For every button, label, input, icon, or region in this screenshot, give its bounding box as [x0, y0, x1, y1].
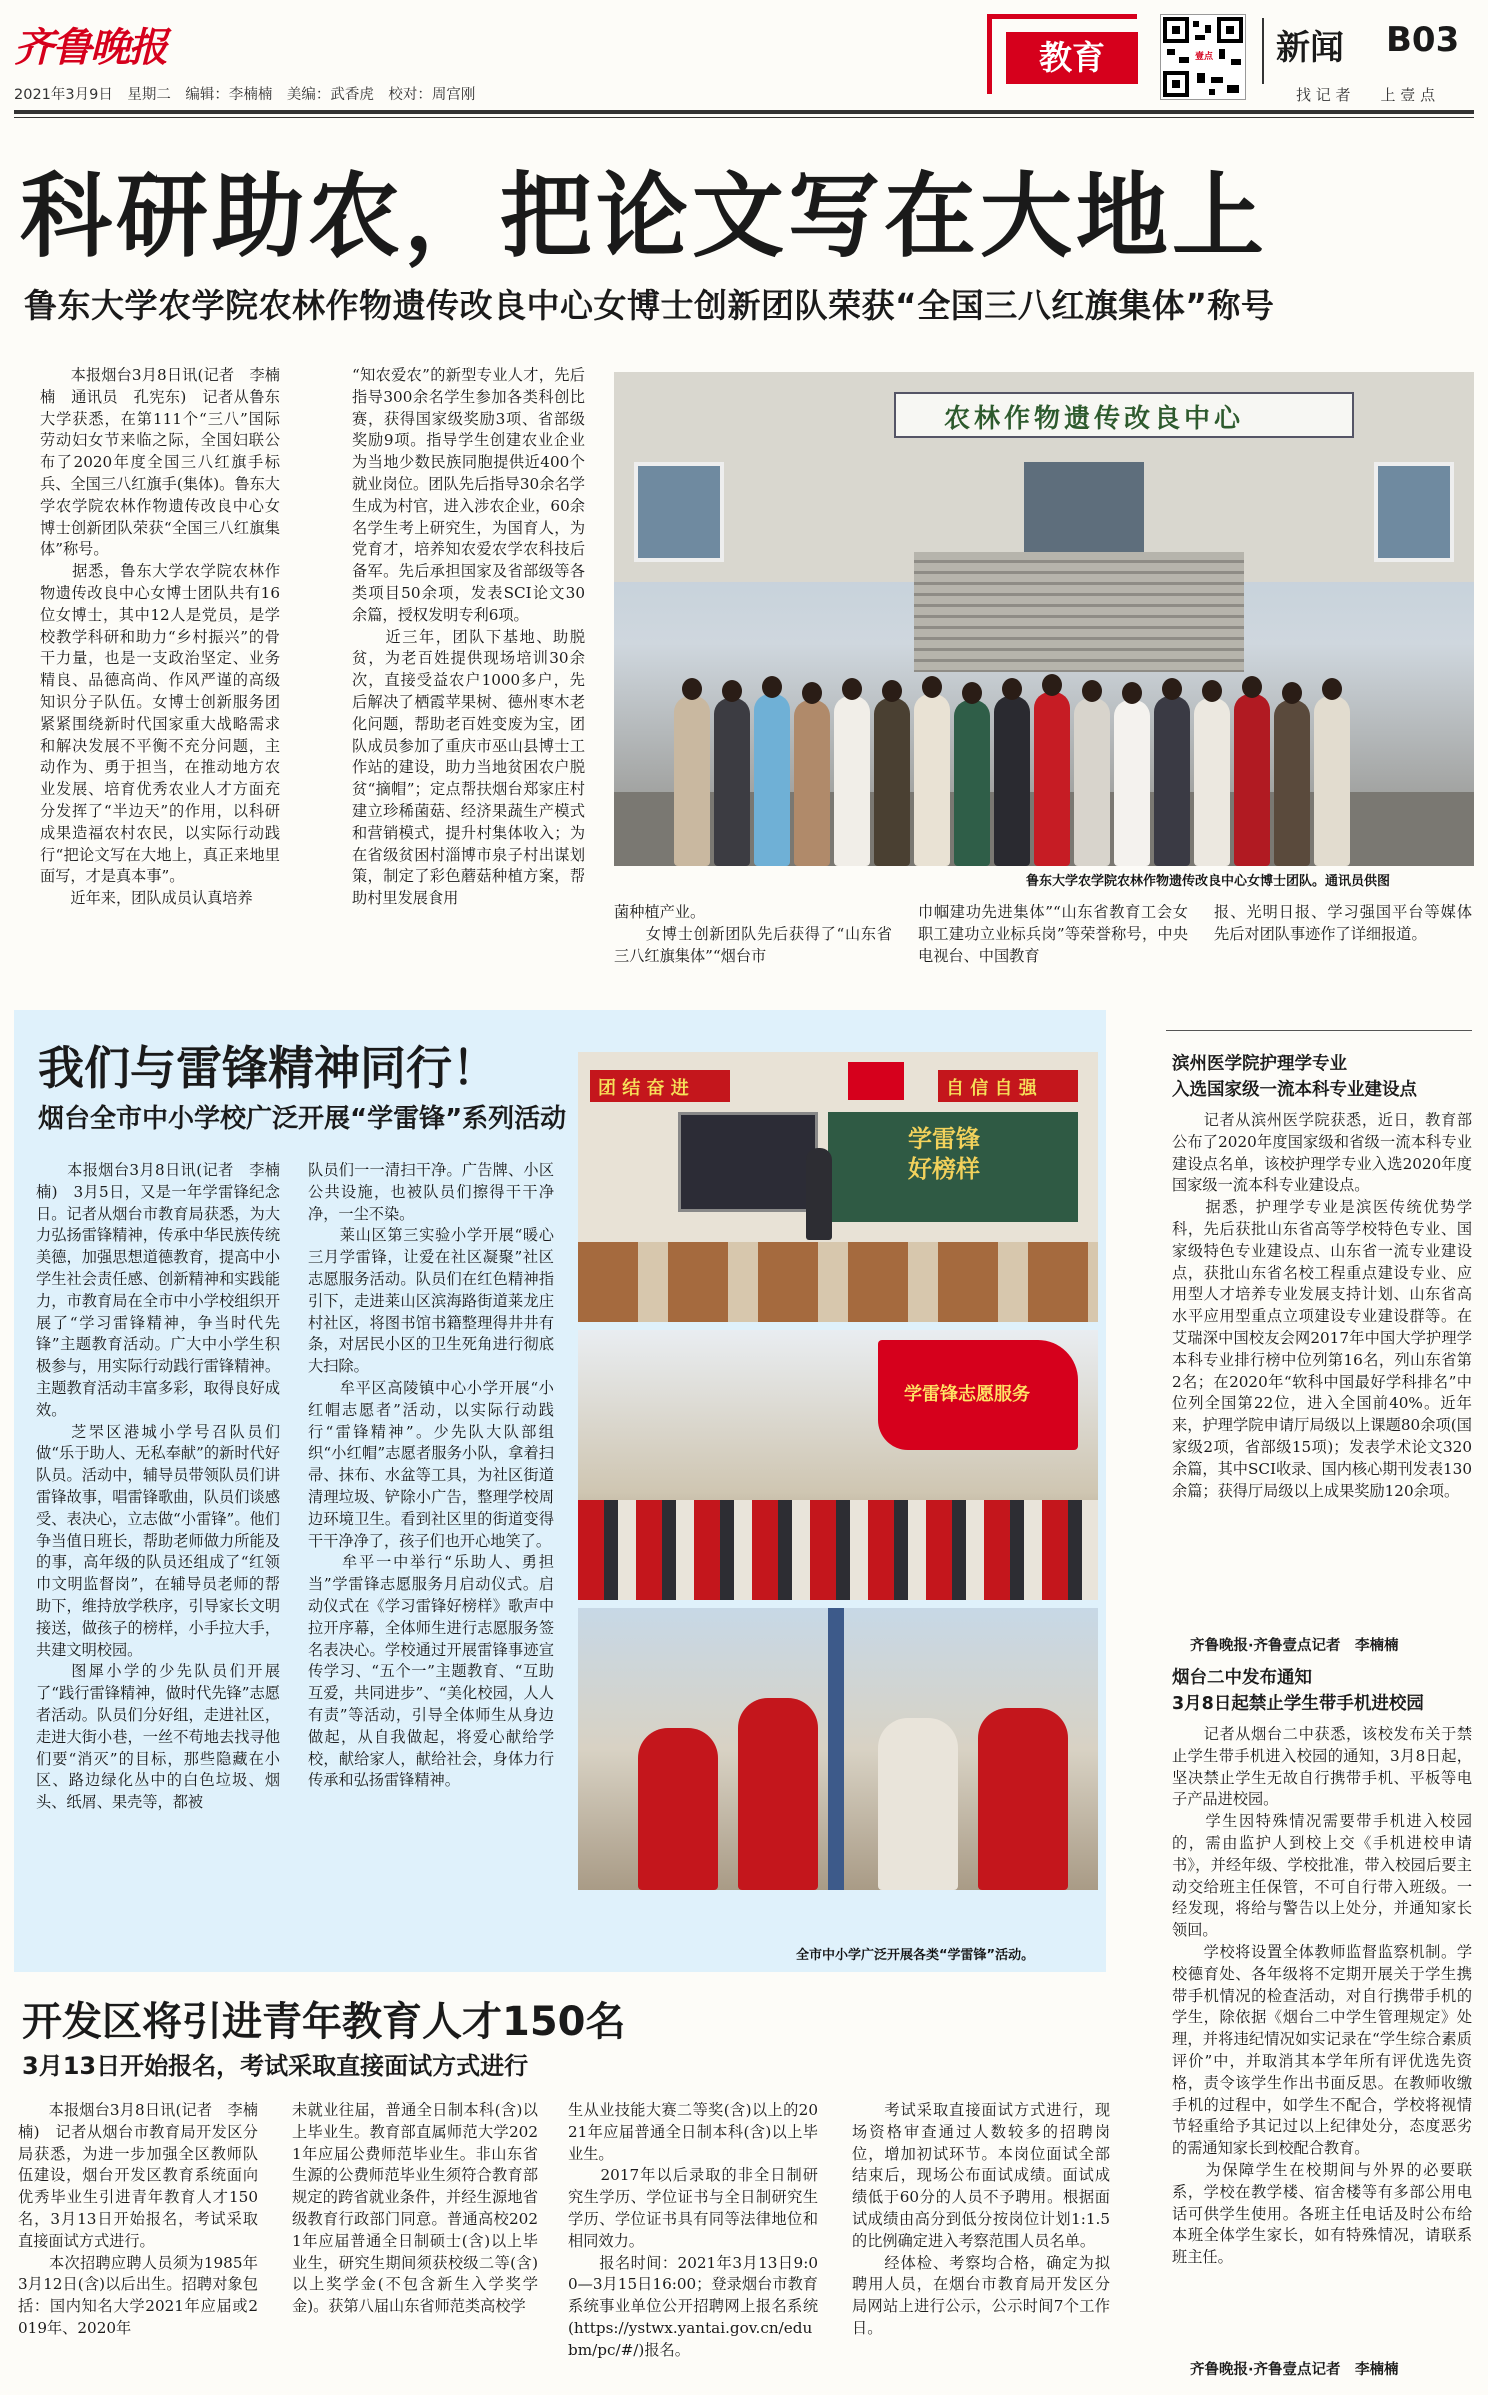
- bottom-column-1: 本报烟台3月8日讯(记者 李楠楠) 记者从烟台市教育局开发区分局获悉，为进一步加强全区教师队伍建设，烟台开发区教育系统面向优秀毕业生引进青年教育人才150名，3月13日开始报名，考试采取直接面试方式进行。 本次招聘应聘人员须为1985年3月12日(含)以后出生。招聘对象包括：国内知名大学2021年应届或2019年、2020年: [18, 2101, 258, 2337]
- bottom-subheadline: 3月13日开始报名，考试采取直接面试方式进行: [22, 2052, 529, 2080]
- masthead-divider: [1262, 18, 1264, 84]
- stairs: [914, 552, 1244, 672]
- student-1: [638, 1728, 718, 1890]
- banner-left-text: 团 结 奋 进: [598, 1078, 689, 1099]
- bottom-column-2: 未就业往届，普通全日制本科(含)以上毕业生。教育部直属师范大学2021年应届公费师范毕业生。非山东省生源的公费师范毕业生须符合教育部规定的跨省就业条件，并经生源地省级教育行政部门同意。普通高校2021年应届普通全日制硕士(含)以上毕业生，研究生期间须获校级二等(含)以上奖学金(不包含新生入学奖学金)。获第八届山东省师范类高校学: [292, 2101, 538, 2316]
- feature-photo-flag: [578, 1330, 1098, 1600]
- lead-photo-caption: 鲁东大学农学院农林作物遗传改良中心女博士团队。通讯员供图: [1026, 874, 1391, 889]
- side-story1-title-1: 滨州医学院护理学专业: [1172, 1054, 1347, 1074]
- feature-column-2: 队员们一一清扫干净。广告牌、小区公共设施，也被队员们擦得干干净净，一尘不染。 莱山区第三实验小学开展“暖心三月学雷锋，让爱在社区凝聚”社区志愿服务活动。队员们在红色精神指引下，走进莱山区滨海路街道莱龙庄村社区，将图书馆书籍整理得井井有条，对居民小区的卫生死角进行彻底大扫除。 牟平区高陵镇中心小学开展“小红帽志愿者”活动，以实际行动践行“雷锋精神”。少先队大队部组织“小红帽”志愿者服务小队，拿着扫帚、抹布、水盆等工具，为社区街道清理垃圾、铲除小广告，整理学校周边环境卫生。看到社区里的街道变得干干净净了，孩子们也开心地笑了。 牟平一中举行“乐助人、勇担当”学雷锋志愿服务月启动仪式。启动仪式在《学习雷锋好榜样》歌声中拉开序幕，全体师生进行志愿服务签名表决心。学校通过开展雷锋事迹宣传学习、“五个一”主题教育、“互助互爱，共同进步”、“美化校园，人人有责”等活动，引导全体师生从身边做起，从自我做起，将爱心献给学校，献给家人，献给社会，身体力行传承和弘扬雷锋精神。: [308, 1161, 554, 1790]
- side-story2-byline: 齐鲁晚报·齐鲁壹点记者 李楠楠: [1190, 2362, 1399, 2378]
- side-story2-body: 记者从烟台二中获悉，该校发布关于禁止学生带手机进入校园的通知，3月8日起，坚决禁止学生无故自行携带手机、平板等电子产品进校园。 学生因特殊情况需要带手机进入校园的，需由监护人到校上交《手机进校申请书》，并经年级、学校批准，带入校园后要主动交给班主任保管，不可自行带入班级。一经发现，将给与警告以上处分，并通知家长领回。 学校将设置全体教师监督监察机制。学校德育处、各年级将不定期开展关于学生携带手机情况的检查活动，对自行携带手机的学生，除依据《烟台二中学生管理规定》处理，并将违纪情况如实记录在“学生综合素质评价”中，并取消其本学年所有评优选先资格，责令该学生作出书面反思。在教师收缴手机的过程中，如学生不配合，学校将视情节轻重给予其记过以上纪律处分，态度恶劣的需通知家长到校配合教育。 为保障学生在校期间与外界的必要联系，学校在教学楼、宿舍楼等有多部公用电话可供学生使用。各班主任电话及时公布给本班全体学生家长，如有特殊情况，请联系班主任。: [1172, 1725, 1472, 2267]
- lead-photo: [614, 372, 1474, 866]
- slogan: 找 记 者 上 壹 点: [1296, 86, 1436, 104]
- pole: [828, 1608, 844, 1890]
- student-3: [878, 1718, 958, 1890]
- section-tag: 教育: [1006, 32, 1138, 84]
- side-rule: [1166, 1030, 1472, 1031]
- qr-code: [1160, 14, 1246, 100]
- side-story1-body: 记者从滨州医学院获悉，近日，教育部公布了2020年度国家级和省级一流本科专业建设点名单，该校护理学专业入选2020年度国家级一流本科专业建设点。 据悉，护理学专业是滨医传统优势学科，先后获批山东省高等学校特色专业、国家级特色专业建设点、山东省一流专业建设点，获批山东省名校工程重点建设专业、应用型人才培养专业发展支持计划、山东省高水平应用型重点立项建设专业建设群等。在艾瑞深中国校友会网2017年中国大学护理学本科专业排行榜中位列第16名，列山东省第2名；在2020年“软科中国最好学科排名”中位列全国第22位，进入全国前40%。近年来，护理学院申请厅局级以上课题80余项(国家级2项，省部级15项)；发表学术论文320余篇，其中SCI收录、国内核心期刊发表130余篇；获得厅局级以上成果奖励120余项。: [1172, 1111, 1472, 1500]
- bottom-headline: 开发区将引进青年教育人才150名: [22, 1999, 626, 2045]
- lead-bottom-column-2: 巾帼建功先进集体”“山东省教育工会女职工建功立业标兵岗”等荣誉称号，中央电视台、中国教育: [918, 903, 1188, 965]
- lead-headline: 科研助农，把论文写在大地上: [20, 163, 1269, 270]
- volunteer-flag-text: 学雷锋志愿服务: [904, 1384, 1030, 1405]
- section-name: 新闻: [1276, 28, 1344, 68]
- feature-column-1: 本报烟台3月8日讯(记者 李楠楠) 3月5日，又是一年学雷锋纪念日。记者从烟台市教育局获悉，为大力弘扬雷锋精神，传承中华民族传统美德，加强思想道德教育，提高中小学生社会责任感、创新精神和实践能力，市教育局在全市中小学校组织开展了“学习雷锋精神，争当时代先锋”主题教育活动。广大中小学生积极参与，用实际行动践行雷锋精神。主题教育活动丰富多彩，取得良好成效。 芝罘区港城小学号召队员们做“乐于助人、无私奉献”的新时代好队员。活动中，辅导员带领队员们讲雷锋故事，唱雷锋歌曲，队员们谈感受、表决心，立志做“小雷锋”。他们争当值日班长，帮助老师做力所能及的事，高年级的队员还组成了“红领巾文明监督岗”，在辅导员老师的帮助下，维持放学秩序，引导家长文明接送，做孩子的榜样，小手拉大手，共建文明校园。 图犀小学的少先队员们开展了“践行雷锋精神，做时代先锋”志愿者活动。队员们分好组，走进社区，走进大街小巷，一丝不苟地去找寻他们要“消灭”的目标，那些隐藏在小区、路边绿化丛中的白色垃圾、烟头、纸屑、果壳等，都被: [36, 1161, 280, 1812]
- masthead-logo: 齐鲁晚报: [14, 24, 166, 71]
- feature-headline: 我们与雷锋精神同行！: [38, 1041, 498, 1095]
- date-line: 2021年3月9日 星期二 编辑：李楠楠 美编：武香虎 校对：周宫刚: [14, 87, 476, 103]
- student-2: [738, 1698, 818, 1890]
- side-story2-title-2: 3月8日起禁止学生带手机进校园: [1172, 1694, 1424, 1714]
- projector-screen: [678, 1112, 818, 1212]
- lead-column-1: 本报烟台3月8日讯(记者 李楠楠 通讯员 孔宪东) 记者从鲁东大学获悉，在第111个“三八”国际劳动妇女节来临之际，全国妇联公布了2020年度全国三八红旗手标兵、全国三八红旗手(集体)。鲁东大学农学院农林作物遗传改良中心女博士创新团队荣获“全国三八红旗集体”称号。 据悉，鲁东大学农学院农林作物遗传改良中心女博士团队共有16位女博士，其中12人是党员，是学校教学科研和助力“乡村振兴”的骨干力量，也是一支政治坚定、业务精良、品德高尚、作风严谨的高级知识分子队伍。女博士创新服务团紧紧围绕新时代国家重大战略需求和解决发展不平衡不充分问题，主动作为、勇于担当，在推动地方农业发展、培育优秀农业人才方面充分发挥了“半边天”的作用，以科研成果造福农村农民，以实际行动践行“把论文写在大地上，真正来地里面写，才是真本事”。 近年来，团队成员认真培养: [40, 366, 280, 908]
- student-4: [978, 1708, 1068, 1890]
- window-right: [1374, 462, 1454, 562]
- feature-photo-classroom: [578, 1052, 1098, 1322]
- bottom-column-3: 生从业技能大赛二等奖(含)以上的2021年应届普通全日制本科(含)以上毕业生。 2017年以后录取的非全日制研究生学历、学位证书与全日制研究生学历、学位证书具有同等法律地位和相同效力。 报名时间：2021年3月13日9:00—3月15日16:00；登录烟台市教育系统事业单位公开招聘网上报名系统(https://ystwx.yantai.gov.cn/edubm/pc/#/)报名。: [568, 2101, 818, 2359]
- side-story2-title-1: 烟台二中发布通知: [1172, 1668, 1312, 1688]
- crowd: [578, 1500, 1098, 1600]
- lead-bottom-column-1: 菌种植产业。 女博士创新团队先后获得了“山东省三八红旗集体”“烟台市: [614, 903, 892, 965]
- page-number: B03: [1386, 20, 1460, 60]
- qr-label: 壹点: [1194, 52, 1213, 62]
- feature-subheadline: 烟台全市中小学校广泛开展“学雷锋”系列活动: [38, 1104, 567, 1134]
- lead-bottom-column-3: 报、光明日报、学习强国平台等媒体先后对团队事迹作了详细报道。: [1214, 903, 1472, 943]
- teacher: [806, 1148, 832, 1240]
- flag: [848, 1062, 904, 1100]
- side-story1-title-2: 入选国家级一流本科专业建设点: [1172, 1080, 1417, 1100]
- blackboard-text: 学雷锋 好榜样: [908, 1124, 980, 1183]
- masthead-rule-thin: [14, 117, 1474, 118]
- banner-right-text: 自 信 自 强: [946, 1078, 1037, 1099]
- lead-subheadline: 鲁东大学农学院农林作物遗传改良中心女博士创新团队荣获“全国三八红旗集体”称号: [24, 286, 1275, 325]
- lead-column-2: “知农爱农”的新型专业人才，先后指导300余名学生参加各类科创比赛，获得国家级奖励3项、省部级奖励9项。指导学生创建农业企业为当地少数民族同胞提供近400个就业岗位。团队先后指导30余名学生成为村官，进入涉农企业，60余名学生考上研究生，为国育人，为党育才，培养知农爱农学农科技后备军。先后承担国家及省部级等各类项目50余项，发表SCI论文30余篇，授权发明专利6项。 近三年，团队下基地、助脱贫，为老百姓提供现场培训30余次，直接受益农户1000多户，先后解决了栖霞苹果树、德州枣木老化问题，帮助老百姓变废为宝，团队成员参加了重庆市巫山县博士工作站的建设，助力当地贫困农户脱贫“摘帽”；定点帮扶烟台郑家庄村建立珍稀菌菇、经济果蔬生产模式和营销模式，提升村集体收入；为在省级贫困村淄博市泉子村出谋划策，制定了彩色蘑菇种植方案，帮助村里发展食用: [352, 366, 585, 908]
- desks: [578, 1242, 1098, 1322]
- window-left: [634, 462, 724, 562]
- feature-photo-caption: 全市中小学广泛开展各类“学雷锋”活动。: [796, 1948, 1035, 1963]
- masthead-rule: [14, 110, 1474, 114]
- building-sign-text: 农林作物遗传改良中心: [944, 404, 1245, 434]
- bottom-column-4: 考试采取直接面试方式进行，现场资格审查通过人数较多的招聘岗位，增加初试环节。本岗位面试全部结束后，现场公布面试成绩。面试成绩低于60分的人员不予聘用。根据面试成绩由高分到低分按岗位计划1:1.5的比例确定进入考察范围人员名单。 经体检、考察均合格，确定为拟聘用人员，在烟台市教育局开发区分局网站上进行公示，公示时间7个工作日。: [852, 2101, 1110, 2337]
- feature-photo-cleaning: [578, 1608, 1098, 1890]
- side-story1-byline: 齐鲁晚报·齐鲁壹点记者 李楠楠: [1190, 1638, 1399, 1654]
